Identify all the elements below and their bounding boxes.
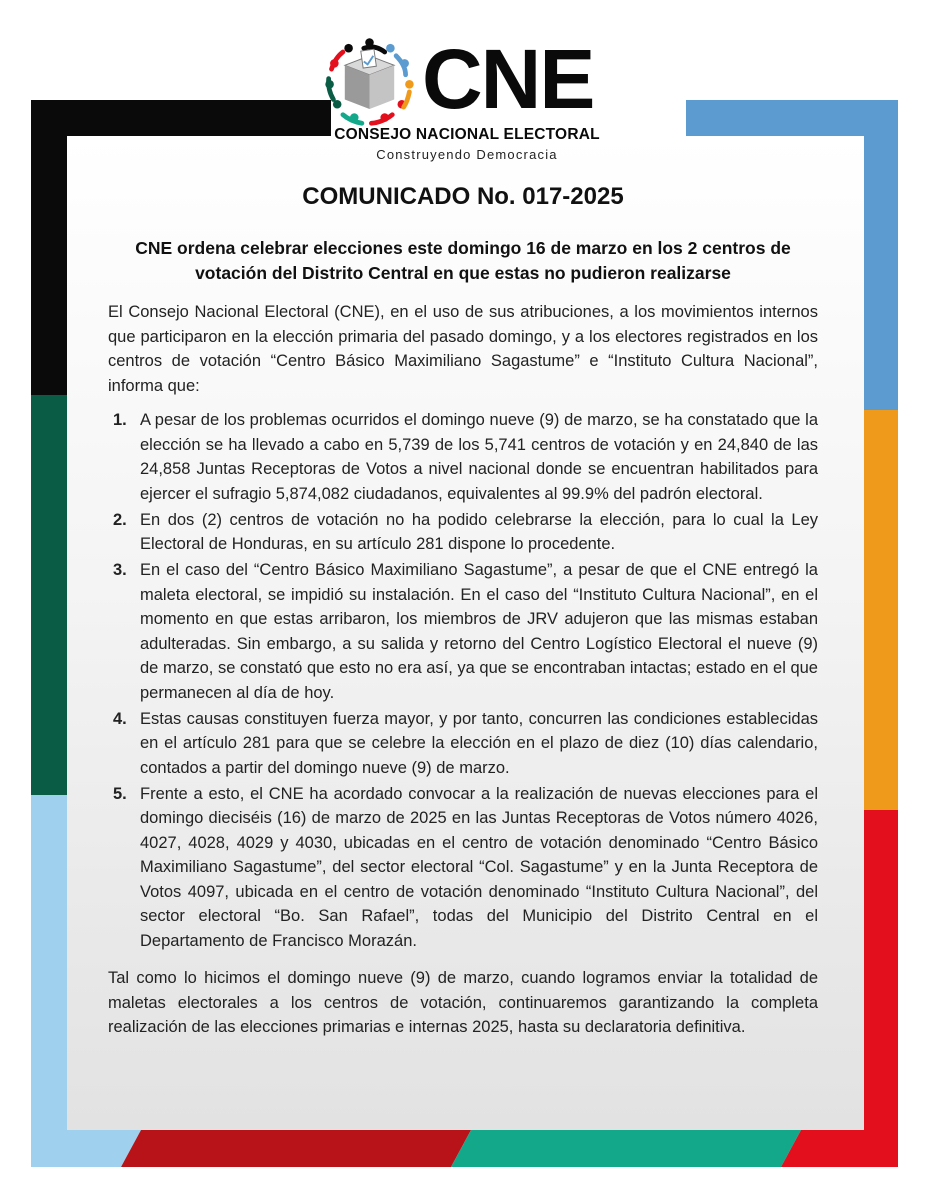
- communique-title: COMUNICADO No. 017-2025: [302, 183, 624, 210]
- cne-logo: [322, 33, 612, 163]
- logo-wordmark: CNE: [422, 32, 594, 126]
- closing-paragraph: Tal como lo hicimos el domingo nueve (9) de marzo, cuando logramos enviar la totalidad de maletas electorales a los centros de votación, continuaremos garantizando la completa realización de las elecciones primarias e internas 2025, hasta su declaratoria definitiva.: [108, 969, 818, 1036]
- list-item-text: Frente a esto, el CNE ha acordado convocar a la realización de nuevas elecciones para el domingo dieciséis (16) de marzo de 2025 en las Juntas Receptoras de Votos número 4026, 4027, 4028, 4029 y 4030, ubicadas en el centro de votación denominado “Centro Básico Maximiliano Sagastume”, del sector electoral “Col. Sagastume” y en la Junta Receptora de Votos 4097, ubicada en el centro de votación denominado “Instituto Cultura Nacional”, del sector electoral “Bo. San Rafael”, todas del Municipio del Distrito Central en el Departamento de Francisco Morazán.: [140, 784, 818, 950]
- organization-name: CONSEJO NACIONAL ELECTORAL: [334, 126, 600, 143]
- frame-band-black-left: [31, 100, 67, 400]
- list-item-number: 4.: [113, 709, 127, 728]
- organization-slogan: Construyendo Democracia: [376, 147, 558, 162]
- list-item-number: 2.: [113, 510, 127, 529]
- list-item-text: En dos (2) centros de votación no ha podido celebrarse la elección, para lo cual la Ley Electoral de Honduras, en su artículo 281 dispone lo procedente.: [140, 510, 818, 553]
- list-item-number: 5.: [113, 784, 127, 803]
- frame-band-red-right: [864, 810, 898, 1167]
- list-item: [108, 408, 818, 506]
- frame-band-blue-right: [864, 100, 898, 410]
- frame-band-skyblue-left: [31, 795, 67, 1167]
- frame-band-black-top: [31, 100, 331, 136]
- list-item-text: A pesar de los problemas ocurridos el domingo nueve (9) de marzo, se ha constatado que la elección se ha llevado a cabo en 5,739 de los 5,741 centros de votación y en 24,840 de las 24,858 Juntas Receptoras de Votos a nivel nacional donde se encuentran habilitados para ejercer el sufragio 5,874,082 ciudadanos, equivalentes al 99.9% del padrón electoral.: [140, 411, 818, 503]
- list-item-number: 1.: [113, 411, 127, 429]
- intro-paragraph: El Consejo Nacional Electoral (CNE), en el uso de sus atribuciones, a los movimientos internos que participaron en la elección primaria del pasado domingo, y a los electores registrados en los centros de votación “Centro Básico Maximiliano Sagastume” e “Instituto Cultura Nacional”, informa que:: [108, 303, 818, 395]
- list-item: [108, 558, 818, 705]
- list-item: [108, 782, 818, 954]
- list-item-text: En el caso del “Centro Básico Maximiliano Sagastume”, a pesar de que el CNE entregó la maleta electoral, se impidió su instalación. En el caso del “Instituto Cultura Nacional”, en el momento en que estas arribaron, los miembros de JRV adujeron que las mismas estaban adulteradas. Sin embargo, a su salida y retorno del Centro Logístico Electoral el nueve (9) de marzo, se constató que esto no era así, ya que se encontraban intactas; estado en el que permanecen al día de hoy.: [140, 561, 818, 702]
- frame-band-orange-right: [864, 410, 898, 810]
- list-item: [108, 508, 818, 557]
- frame-band-bottom: [31, 1130, 898, 1167]
- list-item: [108, 707, 818, 781]
- ballot-box-ring-icon: [322, 33, 417, 128]
- communique-subtitle: CNE ordena celebrar elecciones este domingo 16 de marzo en los 2 centros de votación del Distrito Central en que estas no pudieron realizarse: [135, 238, 791, 283]
- list-item-text: Estas causas constituyen fuerza mayor, y por tanto, concurren las condiciones establecidas en el artículo 281 para que se celebre la elección en el plazo de diez (10) días calendario, contados a partir del domingo nueve (9) de marzo.: [140, 709, 818, 777]
- frame-band-green-left: [31, 395, 67, 795]
- list-item-number: 3.: [113, 561, 127, 579]
- numbered-list: [108, 408, 818, 953]
- communique-body: [108, 182, 818, 1040]
